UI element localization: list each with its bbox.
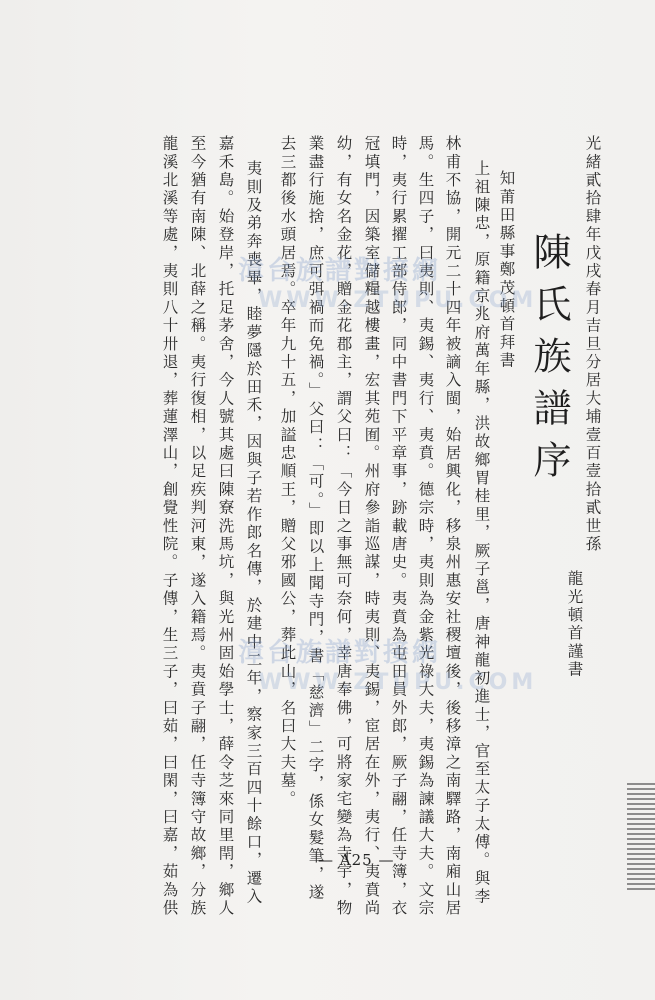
watermark-text: 漳台族譜對接網: [238, 638, 442, 668]
body-column: 業盡行施捨，庶可弭禍而免禍。」父曰：「可。」即以上聞寺門，書「慈濟」二字，係女髮筆，遂: [306, 135, 325, 903]
scan-edge-mark: [627, 780, 655, 890]
body-column: 嘉禾島。始登岸，托足茅舍，今人號其處曰陳寮洗馬坑，與光州固始學士，薛令芝來同里閈，鄉人: [216, 135, 235, 918]
page-number: — A25 —: [318, 851, 395, 869]
watermark-url: WWW.ZTUPU.COM: [258, 670, 538, 695]
watermark-url: WWW.ZTUPU.COM: [258, 288, 538, 313]
body-column: 幼，有女名金花，贈金花郡主，謂父曰：「今日之事無可奈何，幸唐奉佛，可將家宅變為寺宇，物: [334, 135, 353, 918]
body-column: 冠填門，因築室儲糧越樓畫，宏其苑囿。州府參詣巡謀，時夷則、夷錫，宦居在外，夷行、夷賁尚: [362, 135, 381, 918]
body-column: 時，夷行累擢工部侍郎，同中書門下平章事，跡載唐史。夷賁為屯田員外郎，厥子翮，任寺簿，衣: [389, 135, 408, 918]
body-column: 龍溪北溪等處，夷則八十卅退，葬蓮澤山，創覺性院。子傳，生三子，曰茹，曰閑，曰嘉，茹為供: [160, 135, 179, 918]
header-line: 光緒貳拾肆年戊戌春月吉旦分居大埔壹百壹拾貳世孫: [583, 135, 602, 554]
header-signature: 龍光頓首謹書: [565, 570, 584, 680]
author-line: 知莆田縣事鄭茂頓首拜書: [497, 170, 516, 371]
watermark-text: 漳台族譜對接網: [238, 256, 442, 286]
body-column: 馬。生四子，曰夷則、夷錫、夷行、夷賁。德宗時，夷則為金紫光祿大夫，夷錫為諫議大夫。文宗: [416, 135, 435, 918]
body-column: 去三都後水頭居焉。卒年九十五，加謚忠順王，贈父邪國公，葬此山，名曰大夫墓。: [278, 135, 297, 809]
body-column: 至今猶有南陳、北薛之稱。夷行復相，以足疾判河東，遂入籍焉。夷賁子翮，任寺簿守故鄉，分族: [188, 135, 207, 918]
body-column: 林甫不協，開元二十四年被謫入閩，始居興化，移泉州惠安社稷壇後，後移漳之南驛路，南廂山居: [443, 135, 462, 918]
body-column: 上祖陳忠，原籍京兆府萬年縣，洪故鄉胃桂里，厥子邕，唐神龍初進士，官至太子太傅。與李: [472, 160, 491, 907]
document-title: 陳氏族譜序: [527, 232, 571, 492]
body-column: 夷則及弟奔喪畢，睦夢隱於田禾，因與子若作郎名傳，於建中二年，察家三百四十餘口，遷入: [244, 160, 263, 907]
